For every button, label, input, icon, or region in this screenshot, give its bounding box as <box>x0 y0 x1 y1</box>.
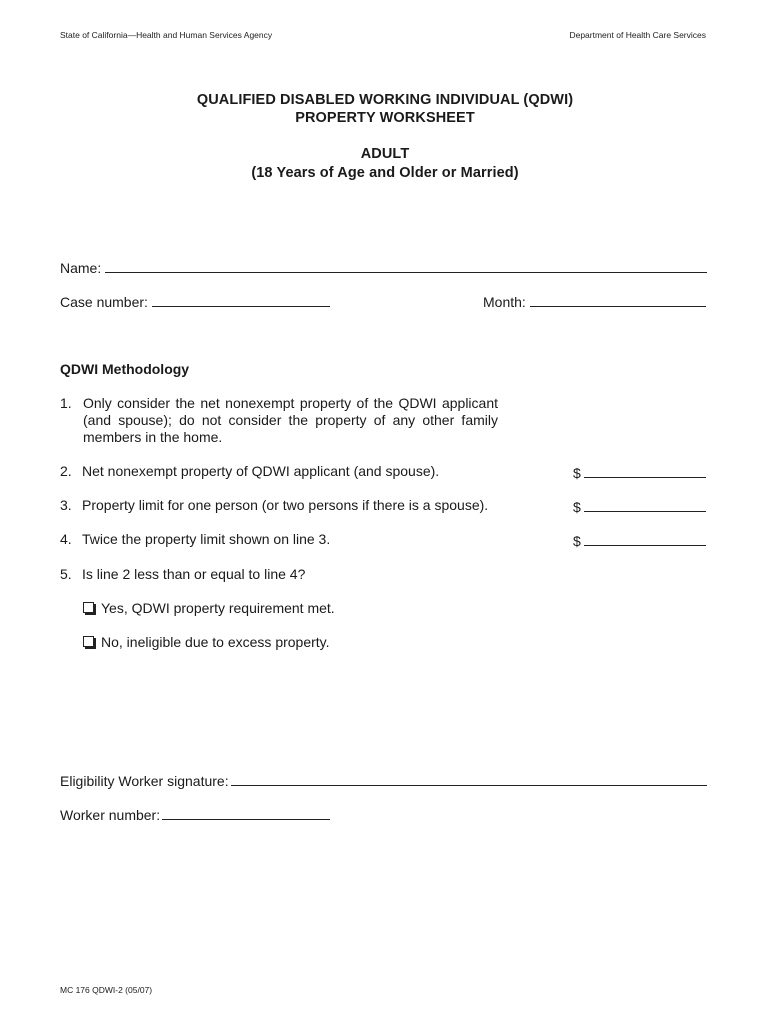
currency-symbol: $ <box>573 533 581 549</box>
name-input[interactable] <box>105 258 707 273</box>
month-row <box>483 292 706 310</box>
yes-checkbox[interactable] <box>83 602 94 613</box>
net-property-amount-input[interactable] <box>584 463 706 478</box>
department-header: Department of Health Care Services <box>569 30 706 40</box>
worker-signature-row <box>60 771 707 789</box>
form-title: QUALIFIED DISABLED WORKING INDIVIDUAL (QDWI) <box>196 92 574 108</box>
name-field-row <box>60 258 707 276</box>
item-text: Twice the property limit shown on line 3. <box>82 531 331 547</box>
month-input[interactable] <box>530 292 706 307</box>
option-no[interactable] <box>83 634 330 650</box>
item-text: Only consider the net nonexempt property of the QDWI applicant (and spouse); do not consider the property of any other family members in the home. <box>83 395 498 445</box>
item-number: 4. <box>60 531 72 547</box>
currency-symbol: $ <box>573 465 581 481</box>
case-number-input[interactable] <box>152 292 330 307</box>
item-number: 3. <box>60 497 72 513</box>
currency-symbol: $ <box>573 499 581 515</box>
methodology-item-4 <box>60 531 330 547</box>
methodology-item-5 <box>60 566 305 582</box>
item-number: 5. <box>60 566 72 582</box>
form-id: MC 176 QDWI-2 (05/07) <box>60 985 153 995</box>
item-number: 2. <box>60 463 72 479</box>
case-number-label: Case number: <box>60 294 148 310</box>
item-text: Net nonexempt property of QDWI applicant (and spouse). <box>82 463 440 479</box>
form-subtitle: PROPERTY WORKSHEET <box>295 110 475 126</box>
form-audience-detail: (18 Years of Age and Older or Married) <box>251 165 519 181</box>
month-label: Month: <box>483 294 526 310</box>
option-yes[interactable] <box>83 600 335 616</box>
item-text: Is line 2 less than or equal to line 4? <box>82 566 306 582</box>
case-number-row <box>60 292 330 310</box>
worker-number-label: Worker number: <box>60 807 161 823</box>
twice-limit-amount-input[interactable] <box>584 531 706 546</box>
property-limit-amount-input[interactable] <box>584 497 706 512</box>
form-audience: ADULT <box>360 146 410 162</box>
worker-signature-input[interactable] <box>231 771 707 786</box>
methodology-item-2 <box>60 463 439 479</box>
amount-row-3 <box>573 497 706 515</box>
agency-header: State of California—Health and Human Services Agency <box>60 30 273 40</box>
amount-row-4 <box>573 531 706 549</box>
methodology-item-3 <box>60 497 488 513</box>
methodology-item-1 <box>60 395 498 446</box>
name-label: Name: <box>60 260 102 276</box>
worker-number-row <box>60 805 330 823</box>
item-text: Property limit for one person (or two persons if there is a spouse). <box>82 497 489 513</box>
amount-row-2 <box>573 463 706 481</box>
methodology-heading: QDWI Methodology <box>60 361 190 377</box>
option-yes-label: Yes, QDWI property requirement met. <box>101 600 335 616</box>
no-checkbox[interactable] <box>83 636 94 647</box>
worker-signature-label: Eligibility Worker signature: <box>60 773 229 789</box>
item-number: 1. <box>60 395 72 411</box>
option-no-label: No, ineligible due to excess property. <box>101 634 330 650</box>
worker-number-input[interactable] <box>162 805 330 820</box>
